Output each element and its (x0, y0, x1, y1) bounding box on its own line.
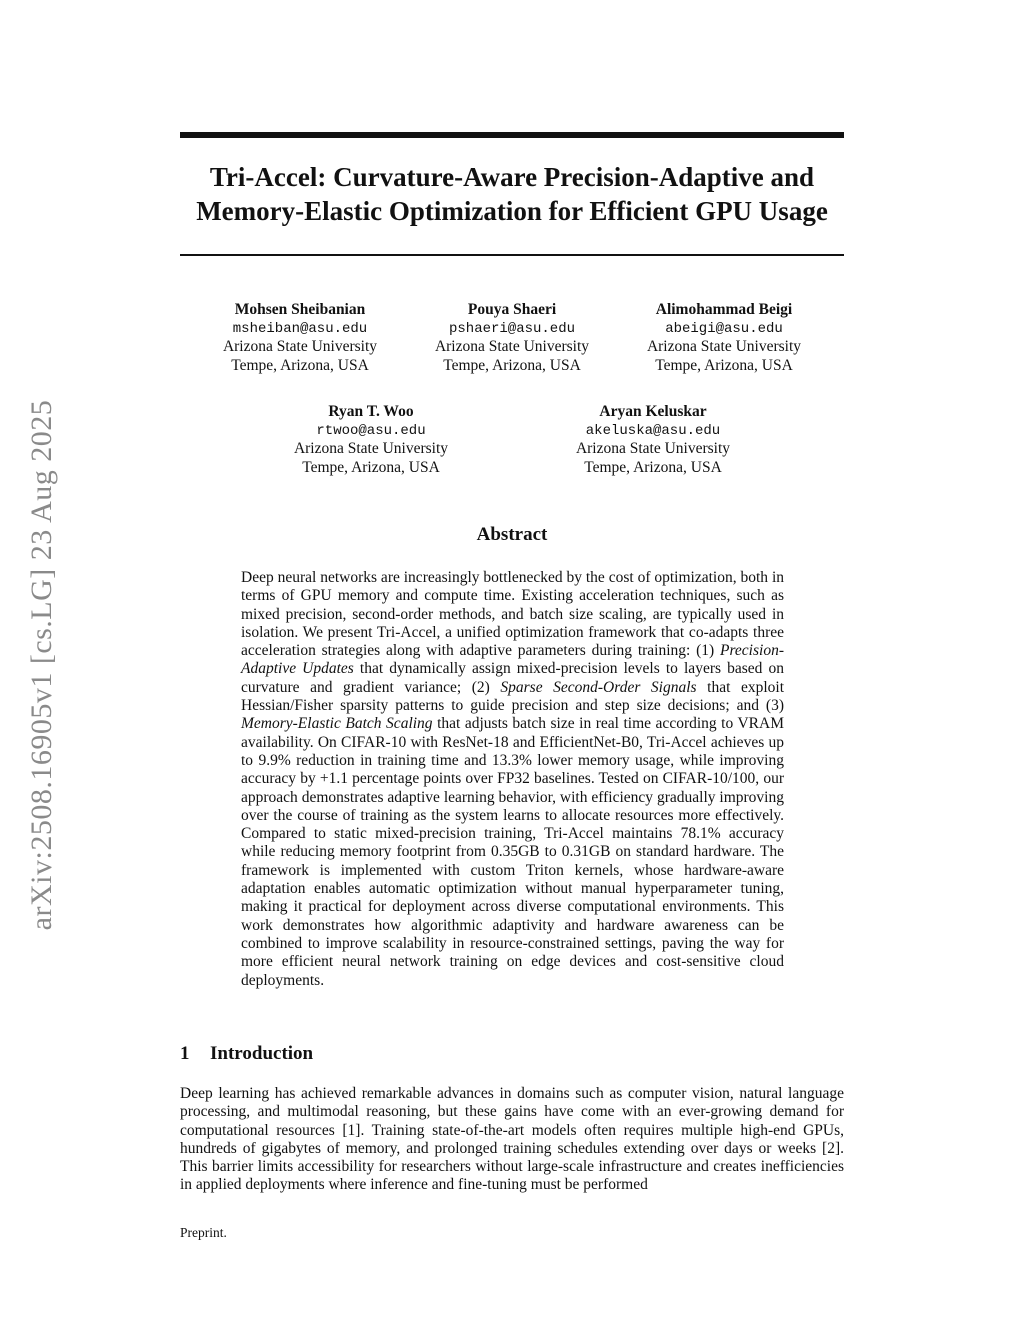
author-block (271, 403, 471, 477)
section-number: 1 (180, 1043, 190, 1064)
author-name: Aryan Keluskar (599, 403, 707, 420)
author-location: Tempe, Arizona, USA (655, 356, 793, 374)
author-name: Pouya Shaeri (467, 301, 557, 318)
title-line-2: Memory-Elastic Optimization for Efficient GPU Usage (196, 196, 828, 226)
abstract-text: that adjusts batch size in real time according to VRAM availability. On CIFAR-10 with ResNet-18 and EfficientNet-B0, Tri-Accel achieves up to 9.9% reduction in training time and 13.3% lower memory usage, while improving accuracy by +1.1 percentage points over FP32 baselines. Tested on CIFAR-10/100, our approach demonstrates adaptive learning behavior, with efficiency gradually improving over the course of training as the system learns to allocate resources more effectively. Compared to static mixed-precision training, Tri-Accel maintains 78.1% accuracy while reducing memory footprint from 0.35GB to 0.31GB on standard hardware. The framework is implemented with custom Triton kernels, whose hardware-aware adaptation enables automatic optimization without manual hyperparameter tuning, making it practical for deployment across diverse computational environments. This work demonstrates how algorithmic adaptivity and hardware awareness can be combined to improve scalability in resource-constrained settings, paving the way for more efficient neural network training on edge devices and cost-sensitive cloud deployments. (241, 715, 784, 989)
arxiv-identifier: arXiv:2508.16905v1 [cs.LG] 23 Aug 2025 (25, 399, 58, 931)
author-name: Ryan T. Woo (328, 403, 414, 420)
section-heading-introduction (180, 1043, 313, 1065)
abstract-emphasis: Precision-Adaptive Updates (241, 642, 784, 678)
author-location: Tempe, Arizona, USA (302, 458, 440, 476)
abstract-body (241, 569, 784, 990)
author-location: Tempe, Arizona, USA (584, 458, 722, 476)
author-affiliation: Arizona State University (646, 338, 802, 355)
author-email: akeluska@asu.edu (585, 422, 721, 439)
introduction-body: Deep learning has achieved remarkable advances in domains such as computer vision, natural language processing, and multimodal reasoning, but these gains have come with an ever-growing demand for computational resources [1]. Training state-of-the-art models often requires multiple high-end GPUs, hundreds of gigabytes of memory, and prolonged training schedules extending over days or weeks [2]. This barrier limits accessibility for researchers without large-scale infrastructure and creates inefficiencies in applied deployments where inference and fine-tuning must be performed (180, 1085, 844, 1194)
author-email: abeigi@asu.edu (665, 320, 783, 337)
author-email: pshaeri@asu.edu (448, 320, 576, 337)
paper-title (180, 160, 844, 228)
author-block (553, 403, 753, 477)
abstract-text: that exploit Hessian/Fisher sparsity patterns to guide precision and step size decisions; and (3) (241, 678, 784, 715)
author-affiliation: Arizona State University (575, 440, 731, 457)
footer-preprint: Preprint. (180, 1225, 227, 1240)
abstract-heading: Abstract (476, 524, 548, 545)
author-location: Tempe, Arizona, USA (231, 356, 369, 374)
author-affiliation: Arizona State University (293, 440, 449, 457)
author-block (624, 301, 824, 375)
title-top-rule (180, 132, 844, 138)
author-name: Mohsen Sheibanian (234, 301, 366, 318)
author-block (200, 301, 400, 375)
title-line-1: Tri-Accel: Curvature-Aware Precision-Adaptive and (209, 162, 815, 192)
title-bottom-rule (180, 254, 844, 256)
author-email: rtwoo@asu.edu (316, 422, 426, 439)
author-name: Alimohammad Beigi (655, 301, 793, 318)
abstract-text: Deep neural networks are increasingly bottlenecked by the cost of optimization, both in terms of GPU memory and compute time. Existing acceleration techniques, such as mixed precision, second-order methods, and batch size scaling, are typically used in isolation. We present Tri-Accel, a unified optimization framework that co-adapts three acceleration strategies along with adaptive parameters during training: (1) (241, 569, 784, 660)
author-block (412, 301, 612, 375)
abstract-emphasis: Sparse Second-Order Signals (500, 678, 697, 696)
author-email: msheiban@asu.edu (232, 320, 368, 337)
author-affiliation: Arizona State University (434, 338, 590, 355)
abstract-text: that dynamically assign mixed-precision levels to layers based on curvature and gradient variance; (2) (241, 660, 784, 696)
abstract-emphasis: Memory-Elastic Batch Scaling (241, 715, 433, 733)
section-title: Introduction (210, 1043, 314, 1064)
author-location: Tempe, Arizona, USA (443, 356, 581, 374)
author-affiliation: Arizona State University (222, 338, 378, 355)
